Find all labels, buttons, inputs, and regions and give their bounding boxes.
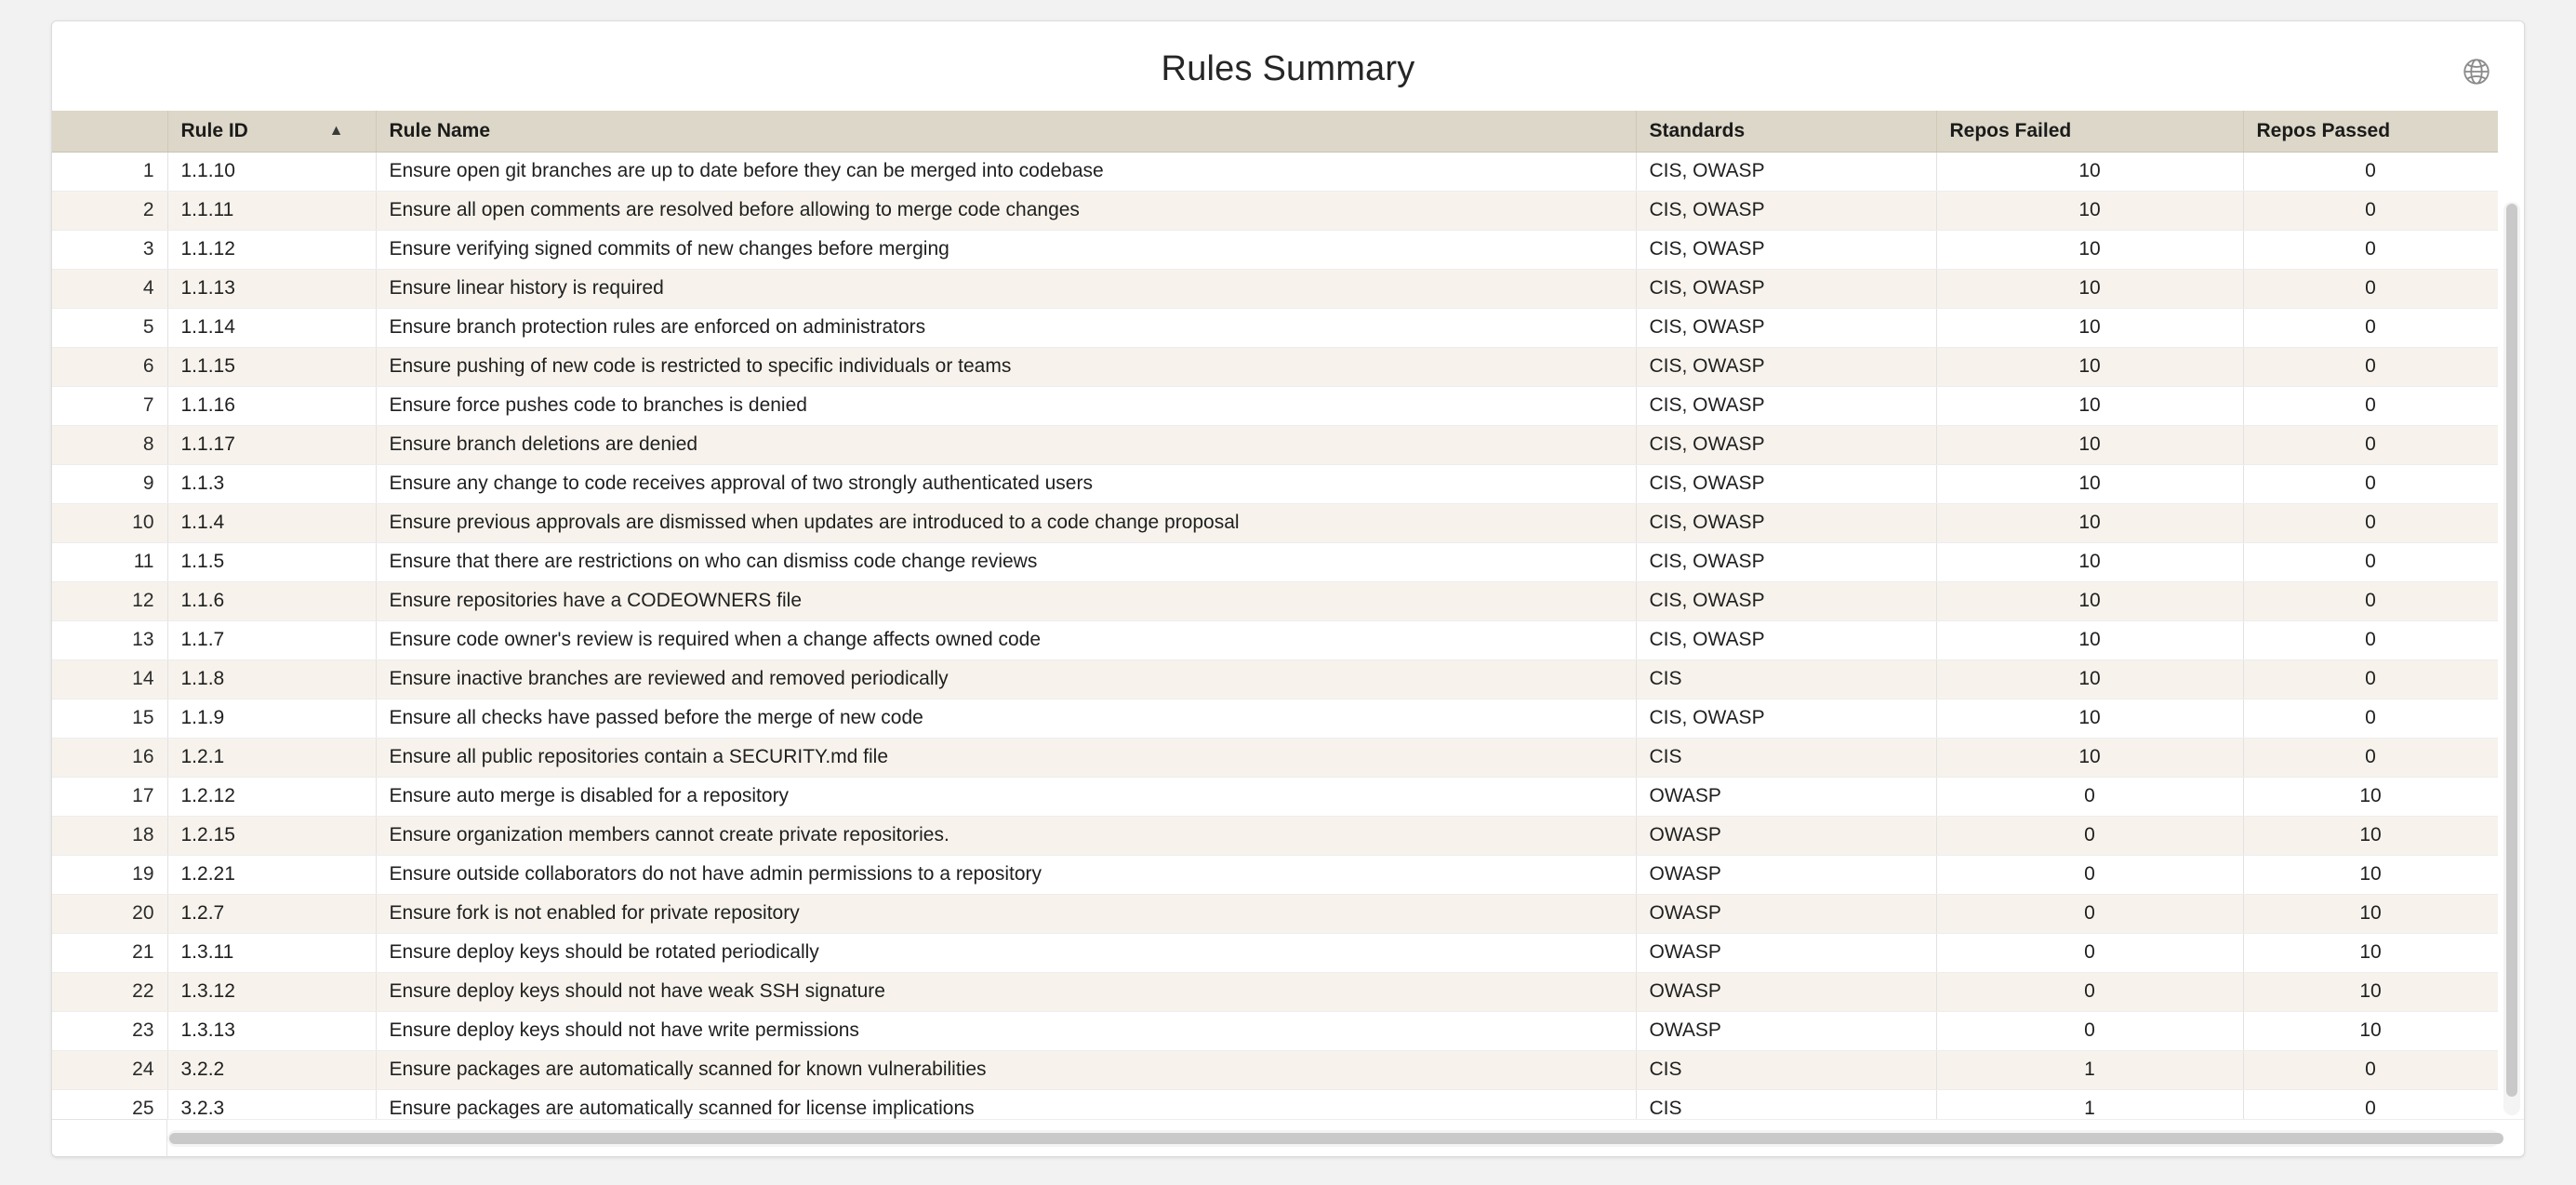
row-index: 21	[52, 933, 167, 972]
cell-repos-failed: 0	[1936, 894, 2243, 933]
cell-rule-name: Ensure outside collaborators do not have admin permissions to a repository	[376, 855, 1636, 894]
cell-repos-failed: 10	[1936, 191, 2243, 230]
cell-repos-passed: 10	[2243, 972, 2498, 1011]
cell-standards: CIS, OWASP	[1636, 581, 1936, 620]
cell-rule-id: 1.1.7	[167, 620, 376, 659]
cell-rule-id: 1.2.12	[167, 777, 376, 816]
horizontal-scrollbar[interactable]	[167, 1130, 2500, 1147]
cell-standards: CIS, OWASP	[1636, 620, 1936, 659]
cell-standards: CIS, OWASP	[1636, 152, 1936, 191]
cell-standards: CIS	[1636, 659, 1936, 699]
cell-repos-failed: 10	[1936, 152, 2243, 191]
table-row[interactable]	[52, 269, 2498, 308]
column-header-repos-passed[interactable]: Repos Passed	[2243, 111, 2498, 152]
cell-standards: OWASP	[1636, 894, 1936, 933]
column-header-index[interactable]	[52, 111, 167, 152]
page-title: Rules Summary	[1161, 49, 1415, 88]
column-header-rule-id[interactable]	[167, 111, 376, 152]
cell-rule-name: Ensure verifying signed commits of new changes before merging	[376, 230, 1636, 269]
cell-repos-failed: 1	[1936, 1089, 2243, 1126]
cell-repos-passed: 0	[2243, 1050, 2498, 1089]
cell-repos-passed: 0	[2243, 464, 2498, 503]
row-index: 15	[52, 699, 167, 738]
cell-rule-id: 1.1.12	[167, 230, 376, 269]
cell-repos-failed: 10	[1936, 738, 2243, 777]
cell-rule-name: Ensure organization members cannot create private repositories.	[376, 816, 1636, 855]
cell-standards: CIS, OWASP	[1636, 542, 1936, 581]
cell-repos-failed: 10	[1936, 659, 2243, 699]
cell-standards: OWASP	[1636, 933, 1936, 972]
table-row[interactable]	[52, 581, 2498, 620]
cell-rule-name: Ensure all public repositories contain a SECURITY.md file	[376, 738, 1636, 777]
cell-rule-id: 1.3.12	[167, 972, 376, 1011]
column-header-standards[interactable]: Standards	[1636, 111, 1936, 152]
table-row[interactable]	[52, 425, 2498, 464]
cell-repos-passed: 0	[2243, 581, 2498, 620]
cell-repos-failed: 10	[1936, 425, 2243, 464]
row-index: 1	[52, 152, 167, 191]
cell-repos-passed: 0	[2243, 503, 2498, 542]
cell-repos-failed: 10	[1936, 699, 2243, 738]
cell-repos-passed: 0	[2243, 659, 2498, 699]
cell-rule-id: 1.1.5	[167, 542, 376, 581]
cell-rule-id: 1.1.4	[167, 503, 376, 542]
column-header-rule-id-label: Rule ID	[180, 119, 248, 141]
cell-rule-name: Ensure deploy keys should be rotated periodically	[376, 933, 1636, 972]
horizontal-scrollbar-thumb[interactable]	[169, 1133, 2503, 1144]
row-index: 22	[52, 972, 167, 1011]
cell-repos-failed: 0	[1936, 855, 2243, 894]
table-row[interactable]	[52, 659, 2498, 699]
cell-repos-failed: 0	[1936, 1011, 2243, 1050]
cell-repos-failed: 10	[1936, 308, 2243, 347]
rules-table-container	[52, 111, 2524, 1156]
cell-repos-passed: 0	[2243, 1089, 2498, 1126]
table-row[interactable]	[52, 894, 2498, 933]
cell-repos-failed: 10	[1936, 347, 2243, 386]
cell-rule-name: Ensure pushing of new code is restricted to specific individuals or teams	[376, 347, 1636, 386]
row-index: 3	[52, 230, 167, 269]
cell-standards: OWASP	[1636, 816, 1936, 855]
row-index: 12	[52, 581, 167, 620]
cell-rule-id: 1.3.13	[167, 1011, 376, 1050]
cell-repos-failed: 10	[1936, 464, 2243, 503]
table-row[interactable]	[52, 503, 2498, 542]
cell-standards: CIS	[1636, 1050, 1936, 1089]
cell-rule-id: 1.1.11	[167, 191, 376, 230]
cell-rule-name: Ensure that there are restrictions on who can dismiss code change reviews	[376, 542, 1636, 581]
rules-summary-panel	[51, 20, 2525, 1157]
cell-repos-failed: 10	[1936, 269, 2243, 308]
row-index: 25	[52, 1089, 167, 1126]
table-row[interactable]	[52, 542, 2498, 581]
row-index: 18	[52, 816, 167, 855]
cell-rule-id: 1.1.16	[167, 386, 376, 425]
row-index: 14	[52, 659, 167, 699]
cell-repos-failed: 10	[1936, 503, 2243, 542]
table-row[interactable]	[52, 1011, 2498, 1050]
row-index: 20	[52, 894, 167, 933]
table-header-row	[52, 111, 2498, 152]
cell-standards: CIS, OWASP	[1636, 425, 1936, 464]
cell-repos-failed: 0	[1936, 972, 2243, 1011]
cell-repos-passed: 0	[2243, 230, 2498, 269]
table-row[interactable]	[52, 816, 2498, 855]
cell-rule-name: Ensure deploy keys should not have write permissions	[376, 1011, 1636, 1050]
cell-rule-name: Ensure code owner's review is required when a change affects owned code	[376, 620, 1636, 659]
panel-header	[52, 21, 2524, 111]
cell-rule-id: 1.2.21	[167, 855, 376, 894]
cell-rule-id: 1.1.8	[167, 659, 376, 699]
cell-standards: OWASP	[1636, 1011, 1936, 1050]
cell-rule-id: 1.1.14	[167, 308, 376, 347]
cell-standards: CIS, OWASP	[1636, 386, 1936, 425]
rules-table	[52, 111, 2498, 1126]
row-index: 23	[52, 1011, 167, 1050]
cell-rule-id: 1.2.7	[167, 894, 376, 933]
cell-rule-name: Ensure deploy keys should not have weak SSH signature	[376, 972, 1636, 1011]
cell-standards: OWASP	[1636, 972, 1936, 1011]
cell-rule-name: Ensure packages are automatically scanned for known vulnerabilities	[376, 1050, 1636, 1089]
table-row[interactable]	[52, 933, 2498, 972]
cell-standards: CIS, OWASP	[1636, 503, 1936, 542]
cell-repos-failed: 0	[1936, 816, 2243, 855]
cell-repos-failed: 10	[1936, 620, 2243, 659]
cell-rule-name: Ensure inactive branches are reviewed and removed periodically	[376, 659, 1636, 699]
table-row[interactable]	[52, 464, 2498, 503]
cell-repos-passed: 0	[2243, 386, 2498, 425]
row-index: 19	[52, 855, 167, 894]
cell-standards: CIS, OWASP	[1636, 464, 1936, 503]
cell-standards: CIS, OWASP	[1636, 191, 1936, 230]
table-row[interactable]	[52, 1050, 2498, 1089]
column-header-repos-failed[interactable]: Repos Failed	[1936, 111, 2243, 152]
cell-rule-name: Ensure linear history is required	[376, 269, 1636, 308]
cell-standards: CIS, OWASP	[1636, 347, 1936, 386]
cell-repos-passed: 0	[2243, 152, 2498, 191]
row-index: 7	[52, 386, 167, 425]
table-row[interactable]	[52, 620, 2498, 659]
sort-ascending-icon: ▲	[328, 122, 344, 139]
cell-repos-passed: 0	[2243, 191, 2498, 230]
row-index: 16	[52, 738, 167, 777]
cell-standards: CIS	[1636, 1089, 1936, 1126]
table-row[interactable]	[52, 699, 2498, 738]
cell-repos-failed: 10	[1936, 542, 2243, 581]
cell-rule-id: 1.1.17	[167, 425, 376, 464]
row-index: 4	[52, 269, 167, 308]
table-row[interactable]	[52, 152, 2498, 191]
cell-rule-id: 1.1.15	[167, 347, 376, 386]
cell-repos-passed: 10	[2243, 816, 2498, 855]
row-index: 2	[52, 191, 167, 230]
vertical-scrollbar[interactable]	[2503, 202, 2520, 1115]
cell-repos-failed: 10	[1936, 230, 2243, 269]
cell-repos-failed: 10	[1936, 386, 2243, 425]
row-index: 11	[52, 542, 167, 581]
table-row[interactable]	[52, 308, 2498, 347]
cell-repos-passed: 10	[2243, 894, 2498, 933]
cell-rule-name: Ensure repositories have a CODEOWNERS file	[376, 581, 1636, 620]
table-row[interactable]	[52, 230, 2498, 269]
cell-rule-name: Ensure force pushes code to branches is denied	[376, 386, 1636, 425]
cell-rule-name: Ensure branch protection rules are enforced on administrators	[376, 308, 1636, 347]
rules-grid	[52, 111, 2498, 1126]
cell-rule-name: Ensure branch deletions are denied	[376, 425, 1636, 464]
row-index: 24	[52, 1050, 167, 1089]
cell-rule-name: Ensure auto merge is disabled for a repository	[376, 777, 1636, 816]
table-row[interactable]	[52, 386, 2498, 425]
cell-repos-passed: 0	[2243, 308, 2498, 347]
cell-repos-failed: 0	[1936, 933, 2243, 972]
cell-repos-passed: 0	[2243, 699, 2498, 738]
cell-repos-passed: 10	[2243, 1011, 2498, 1050]
table-row[interactable]	[52, 855, 2498, 894]
cell-rule-id: 1.1.13	[167, 269, 376, 308]
cell-standards: CIS, OWASP	[1636, 230, 1936, 269]
row-index: 10	[52, 503, 167, 542]
cell-repos-passed: 0	[2243, 738, 2498, 777]
cell-rule-id: 3.2.3	[167, 1089, 376, 1126]
table-row[interactable]	[52, 347, 2498, 386]
cell-repos-passed: 10	[2243, 855, 2498, 894]
row-index: 6	[52, 347, 167, 386]
cell-rule-name: Ensure any change to code receives approval of two strongly authenticated users	[376, 464, 1636, 503]
row-index: 5	[52, 308, 167, 347]
cell-rule-id: 1.1.3	[167, 464, 376, 503]
cell-rule-id: 1.1.10	[167, 152, 376, 191]
cell-rule-id: 1.1.6	[167, 581, 376, 620]
cell-repos-passed: 10	[2243, 933, 2498, 972]
vertical-scrollbar-thumb[interactable]	[2506, 204, 2517, 1097]
cell-rule-name: Ensure open git branches are up to date before they can be merged into codebase	[376, 152, 1636, 191]
cell-rule-name: Ensure fork is not enabled for private repository	[376, 894, 1636, 933]
cell-standards: CIS, OWASP	[1636, 308, 1936, 347]
cell-rule-id: 1.1.9	[167, 699, 376, 738]
cell-rule-id: 3.2.2	[167, 1050, 376, 1089]
cell-rule-name: Ensure packages are automatically scanned for license implications	[376, 1089, 1636, 1126]
column-header-rule-name[interactable]: Rule Name	[376, 111, 1636, 152]
cell-standards: OWASP	[1636, 777, 1936, 816]
table-row[interactable]	[52, 972, 2498, 1011]
cell-repos-passed: 0	[2243, 620, 2498, 659]
cell-standards: CIS, OWASP	[1636, 269, 1936, 308]
rules-table-body	[52, 152, 2498, 1126]
row-index: 8	[52, 425, 167, 464]
table-row[interactable]	[52, 191, 2498, 230]
cell-repos-passed: 10	[2243, 777, 2498, 816]
cell-repos-failed: 1	[1936, 1050, 2243, 1089]
cell-standards: CIS, OWASP	[1636, 699, 1936, 738]
cell-rule-name: Ensure all open comments are resolved before allowing to merge code changes	[376, 191, 1636, 230]
cell-rule-name: Ensure previous approvals are dismissed when updates are introduced to a code change proposal	[376, 503, 1636, 542]
cell-rule-name: Ensure all checks have passed before the merge of new code	[376, 699, 1636, 738]
cell-rule-id: 1.3.11	[167, 933, 376, 972]
cell-standards: CIS	[1636, 738, 1936, 777]
table-corner	[52, 1119, 167, 1156]
cell-repos-failed: 10	[1936, 581, 2243, 620]
cell-standards: OWASP	[1636, 855, 1936, 894]
row-index: 17	[52, 777, 167, 816]
cell-repos-passed: 0	[2243, 347, 2498, 386]
cell-repos-passed: 0	[2243, 425, 2498, 464]
cell-repos-passed: 0	[2243, 542, 2498, 581]
cell-rule-id: 1.2.1	[167, 738, 376, 777]
cell-repos-passed: 0	[2243, 269, 2498, 308]
cell-rule-id: 1.2.15	[167, 816, 376, 855]
row-index: 13	[52, 620, 167, 659]
globe-icon[interactable]	[2461, 56, 2492, 87]
row-index: 9	[52, 464, 167, 503]
table-row[interactable]	[52, 738, 2498, 777]
table-row[interactable]	[52, 777, 2498, 816]
cell-repos-failed: 0	[1936, 777, 2243, 816]
